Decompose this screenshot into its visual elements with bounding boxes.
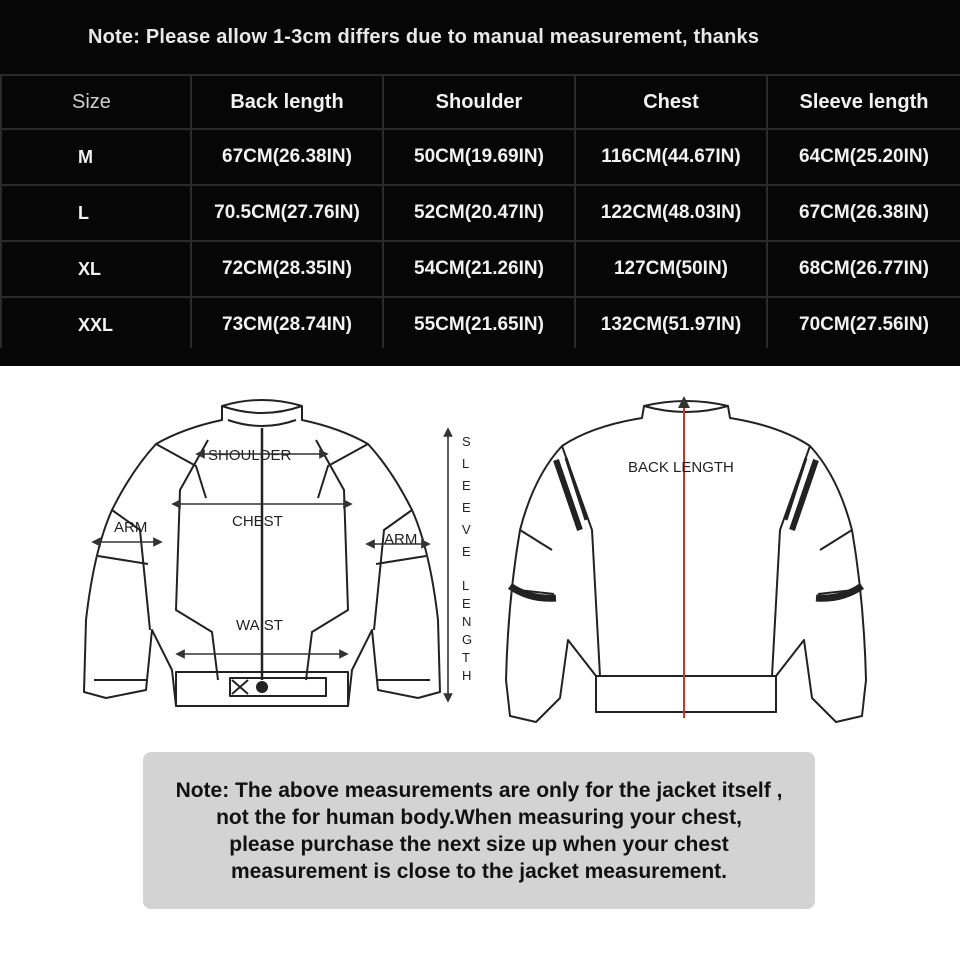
measurement-tolerance-note: Note: Please allow 1-3cm differs due to manual measurement, thanks: [88, 25, 760, 48]
shoulder-cell: 52CM(20.47IN): [383, 185, 575, 241]
size-table: [0, 74, 960, 354]
measurement-note-box: [143, 752, 815, 909]
back-jacket: [506, 401, 866, 722]
shoulder-cell: 50CM(19.69IN): [383, 129, 575, 185]
sleeve-letter: G: [462, 632, 473, 647]
chest-cell: 116CM(44.67IN): [575, 129, 767, 185]
chest-cell: 132CM(51.97IN): [575, 297, 767, 353]
sleeve-length-cell: 64CM(25.20IN): [767, 129, 960, 185]
size-cell: M: [1, 129, 191, 185]
sleeve-length-label: [462, 434, 472, 683]
table-row: [1, 185, 960, 241]
size-cell: XXL: [1, 297, 191, 353]
back-length-cell: 72CM(28.35IN): [191, 241, 383, 297]
arm-label-right: ARM: [384, 531, 418, 548]
header-size: Size: [1, 75, 191, 129]
waist-label: WAIST: [236, 617, 283, 634]
table-header-row: [1, 75, 960, 129]
note-line: measurement is close to the jacket measurement.: [230, 859, 728, 883]
sleeve-letter: E: [462, 596, 471, 611]
size-chart: [0, 0, 960, 366]
header-sleeve-length: Sleeve length: [767, 75, 960, 129]
sleeve-letter: E: [462, 544, 471, 559]
chest-cell: 122CM(48.03IN): [575, 185, 767, 241]
table-row: [1, 129, 960, 185]
sleeve-letter: E: [462, 500, 471, 515]
back-length-cell: 67CM(26.38IN): [191, 129, 383, 185]
size-cell: L: [1, 185, 191, 241]
note-line: please purchase the next size up when your chest: [229, 832, 729, 856]
sleeve-length-cell: 70CM(27.56IN): [767, 297, 960, 353]
sleeve-letter: L: [462, 456, 470, 471]
note-line: not the for human body.When measuring your chest,: [216, 805, 742, 829]
sleeve-letter: V: [462, 522, 471, 537]
sleeve-letter: T: [462, 650, 470, 665]
shoulder-label: SHOULDER: [208, 447, 292, 464]
header-shoulder: Shoulder: [383, 75, 575, 129]
shoulder-cell: 55CM(21.65IN): [383, 297, 575, 353]
sleeve-length-cell: 68CM(26.77IN): [767, 241, 960, 297]
sleeve-letter: L: [462, 578, 470, 593]
front-jacket: [84, 400, 440, 706]
back-length-label: BACK LENGTH: [628, 459, 734, 476]
sleeve-letter: N: [462, 614, 472, 629]
arm-label-left: ARM: [114, 519, 148, 536]
jacket-illustration: [0, 380, 960, 740]
back-length-cell: 70.5CM(27.76IN): [191, 185, 383, 241]
size-cell: XL: [1, 241, 191, 297]
table-row: [1, 241, 960, 297]
table-row: [1, 297, 960, 353]
back-length-cell: 73CM(28.74IN): [191, 297, 383, 353]
sleeve-length-cell: 67CM(26.38IN): [767, 185, 960, 241]
shoulder-cell: 54CM(21.26IN): [383, 241, 575, 297]
note-line: Note: The above measurements are only for the jacket itself ,: [175, 778, 783, 802]
header-chest: Chest: [575, 75, 767, 129]
header-back-length: Back length: [191, 75, 383, 129]
chest-label: CHEST: [232, 513, 283, 530]
table-bottom-border: [0, 348, 960, 366]
sleeve-letter: E: [462, 478, 471, 493]
chest-cell: 127CM(50IN): [575, 241, 767, 297]
sleeve-letter: S: [462, 434, 471, 449]
sleeve-letter: H: [462, 668, 472, 683]
jacket-measurement-diagram: [0, 380, 960, 740]
